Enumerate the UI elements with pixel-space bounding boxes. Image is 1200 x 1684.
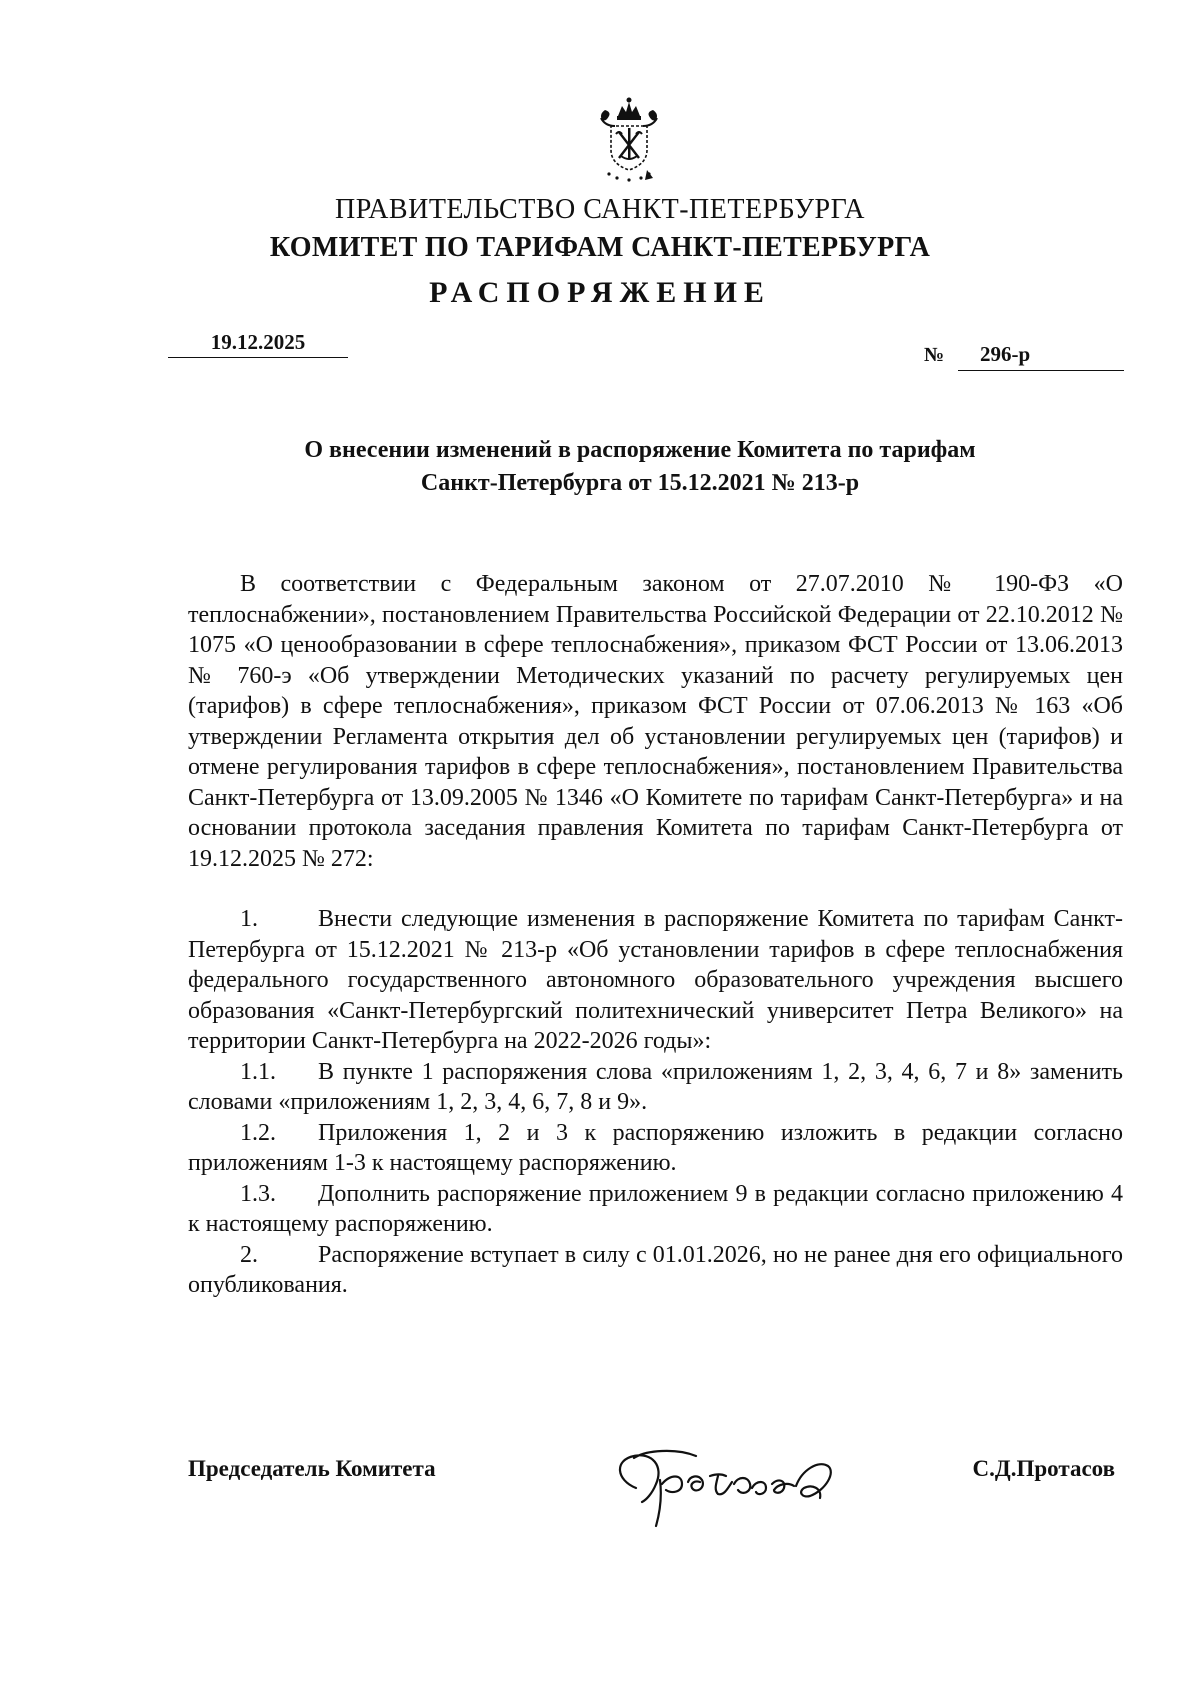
item-text: Распоряжение вступает в силу с 01.01.2026, но не ранее дня его официального опубликования.: [188, 1241, 1123, 1298]
number-underline: [958, 370, 1124, 371]
item-number: 2.: [240, 1241, 258, 1268]
document-date: [168, 330, 348, 358]
list-item: [188, 1057, 1123, 1118]
number-sign: №: [924, 344, 945, 366]
item-number: 1.: [240, 906, 258, 932]
number-value: 296-р: [980, 342, 1031, 366]
government-title: ПРАВИТЕЛЬСТВО САНКТ-ПЕТЕРБУРГА: [335, 194, 865, 225]
preamble-paragraph: В соответствии с Федеральным законом от 27.07.2010 № 190-ФЗ «О теплоснабжении», постановлением Правительства Российской Федерации от 22.10.2012 № 1075 «О ценообразовании в сфере теплоснабжения», приказом ФСТ России от 13.06.2013 № 760-э «Об утверждении Методических указаний по расчету регулируемых цен (тарифов) в сфере теплоснабжения», приказом ФСТ России от 07.06.2013 № 163 «Об утверждении Регламента открытия дел об установлении регулируемых цен (тарифов) и отмене регулирования тарифов в сфере теплоснабжения», постановлением Правительства Санкт-Петербурга от 13.09.2005 № 1346 «О Комитете по тарифам Санкт-Петербурга» и на основании протокола заседания правления Комитета по тарифам Санкт-Петербурга от 19.12.2025 № 272:: [188, 571, 1123, 872]
item-number: 1.1.: [240, 1058, 276, 1085]
subject-line: Санкт-Петербурга от 15.12.2021 № 213-р: [420, 470, 860, 496]
document-subject: [170, 434, 1110, 500]
signatory-name: С.Д.Протасов: [972, 1456, 1115, 1481]
signatory-title: Председатель Комитета: [188, 1456, 436, 1481]
list-item: [188, 1240, 1123, 1301]
item-number: 1.3.: [240, 1180, 276, 1207]
list-item: [188, 1118, 1123, 1179]
list-item: [188, 1179, 1123, 1240]
document-body: [188, 569, 1123, 1301]
committee-title: КОМИТЕТ ПО ТАРИФАМ САНКТ-ПЕТЕРБУРГА: [269, 232, 931, 263]
item-text: Внести следующие изменения в распоряжение Комитета по тарифам Санкт-Петербурга от 15.12.2021 № 213-р «Об установлении тарифов в сфере теплоснабжения федерального государственного автономного образовательного учреждения высшего образования «Санкт-Петербургский политехнический университет Петра Великого» на территории Санкт-Петербурга на 2022-2026 годы»:: [188, 906, 1123, 1054]
document-type-heading: РАСПОРЯЖЕНИЕ: [429, 276, 771, 309]
signature-block: [188, 1440, 1123, 1530]
spb-coat-of-arms-icon: [589, 96, 669, 184]
item-number: 1.2.: [240, 1119, 276, 1146]
item-text: Приложения 1, 2 и 3 к распоряжению изложить в редакции согласно приложениям 1-3 к настоящему распоряжению.: [188, 1119, 1123, 1176]
date-value: 19.12.2025: [210, 330, 306, 354]
item-text: Дополнить распоряжение приложением 9 в редакции согласно приложению 4 к настоящему распоряжению.: [188, 1180, 1123, 1237]
subject-line: О внесении изменений в распоряжение Комитета по тарифам: [304, 437, 976, 463]
handwritten-signature-icon: [606, 1440, 866, 1530]
list-item: [188, 904, 1123, 1057]
item-text: В пункте 1 распоряжения слова «приложениям 1, 2, 3, 4, 6, 7 и 8» заменить словами «приложениям 1, 2, 3, 4, 6, 7, 8 и 9».: [188, 1058, 1123, 1115]
date-underline: [168, 357, 348, 358]
